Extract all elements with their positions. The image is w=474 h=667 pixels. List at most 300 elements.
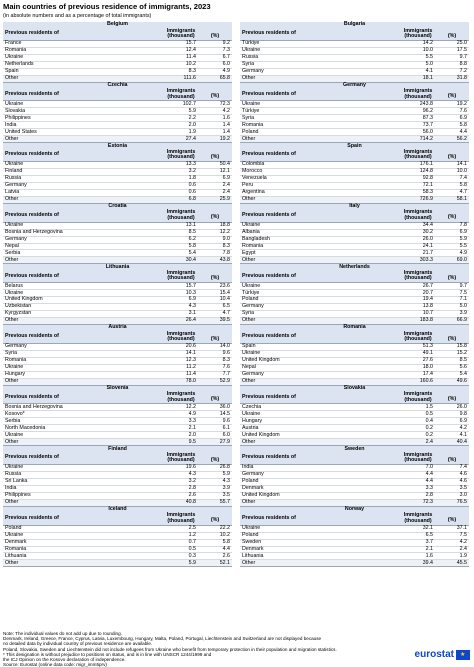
value-percent: 49.6 [456,377,467,384]
table-row [240,62,469,69]
value-percent: 4.7 [222,310,230,317]
origin-country: Ukraine [242,221,261,228]
header-thousand-line1: Immigrants [403,330,433,337]
value-percent: 8.8 [459,61,467,68]
value-thousand: 27.6 [422,357,433,364]
logo-text: eurostat [414,649,454,660]
country-table [240,143,469,204]
origin-country: Philippines [5,492,31,499]
table-row [3,365,232,372]
value-percent: 56.2 [456,135,467,142]
header-percent: (%) [210,274,220,281]
table-header [3,331,232,344]
value-thousand: 30.4 [185,256,196,263]
origin-country: Spain [5,68,19,74]
table-row [3,230,232,237]
value-percent: 4.6 [459,471,467,478]
value-thousand: 14.1 [185,350,196,357]
origin-country: Argentina [242,189,265,196]
value-thousand: 6.2 [188,235,196,242]
origin-country: Bosnia and Herzegovina [5,228,63,235]
value-percent: 7.7 [222,370,230,377]
origin-country: Denmark [5,538,27,545]
country-table [240,507,469,568]
origin-country: Kyrgyzstan [5,310,32,317]
table-row [3,176,232,183]
table-row [240,48,469,55]
table-row [240,290,469,297]
value-thousand: 2.2 [188,114,196,121]
value-percent: 22.2 [219,524,230,531]
origin-country: Spain [242,343,256,350]
table-row [3,129,232,136]
origin-country: Türkiye [242,289,260,296]
footnote-line: no detailed data by individual country of previous residence are available. [3,641,153,647]
value-percent: 36.0 [219,403,230,410]
country-table [3,507,232,568]
value-percent: 76.5 [456,499,467,506]
eurostat-logo [415,649,470,660]
table-row [3,493,232,500]
value-percent: 6.0 [222,431,230,438]
table-row [3,62,232,69]
header-thousand [164,149,198,161]
origin-country: Ukraine [5,364,24,371]
table-header [240,270,469,283]
country-name: Austria [3,325,232,331]
value-percent: 39.5 [219,317,230,324]
origin-country: Syria [5,350,18,357]
value-thousand: 78.0 [185,377,196,384]
eu-flag-icon [456,650,470,660]
value-thousand: 1.9 [188,128,196,135]
value-percent: 6.7 [222,54,230,61]
header-label: Previous residents of [5,30,59,37]
table-row [240,533,469,540]
value-percent: 5.9 [222,471,230,478]
origin-country: Other [5,256,19,263]
value-percent: 3.9 [459,310,467,317]
value-percent: 10.2 [219,531,230,538]
origin-country: Finland [5,168,23,175]
header-thousand-line2: (thousand) [404,275,432,282]
value-thousand: 3.3 [425,485,433,492]
header-thousand-line1: Immigrants [166,148,196,155]
country-name: Czechia [3,83,232,89]
country-name: Belgium [3,22,232,28]
table-row [240,55,469,62]
table-row [240,283,469,290]
value-percent: 14.0 [219,343,230,350]
country-name: Slovenia [3,386,232,392]
country-table [240,325,469,386]
value-thousand: 4.4 [425,478,433,485]
origin-country: Other [5,377,19,384]
table-row [3,101,232,108]
value-thousand: 2.8 [188,485,196,492]
origin-country: Ukraine [242,350,261,357]
value-thousand: 13.8 [422,303,433,310]
value-percent: 3.5 [222,492,230,499]
table-header [240,28,469,41]
header-label: Previous residents of [242,212,296,219]
country-tables-grid [3,22,469,628]
table-row [3,122,232,129]
origin-country: Romania [242,121,264,128]
header-percent: (%) [447,456,457,463]
table-row [240,108,469,115]
value-percent: 7.3 [222,47,230,54]
value-percent: 1.6 [222,114,230,121]
value-percent: 6.9 [459,228,467,235]
origin-country: Sweden [242,538,262,545]
origin-country: Serbia [5,417,21,424]
value-percent: 6.5 [222,303,230,310]
origin-country: Other [242,74,256,81]
table-row [3,237,232,244]
value-percent: 2.4 [222,189,230,196]
country-name: Germany [240,83,469,89]
origin-country: Peru [242,182,254,189]
table-row [3,553,232,560]
origin-country: Hungary [5,370,26,377]
table-row [3,432,232,439]
country-table [3,264,232,325]
value-percent: 45.5 [456,559,467,566]
table-header [240,149,469,162]
country-name: Norway [240,507,469,513]
value-thousand: 73.7 [422,121,433,128]
value-percent: 2.4 [222,182,230,189]
table-header [240,331,469,344]
table-header [240,392,469,405]
value-percent: 17.5 [456,47,467,54]
origin-country: Poland [242,128,259,135]
header-thousand-line2: (thousand) [167,517,195,524]
origin-country: Lithuania [242,552,264,559]
value-percent: 26.8 [219,464,230,471]
table-row [3,190,232,197]
origin-country: Romania [5,47,27,54]
value-percent: 3.5 [459,485,467,492]
country-table [3,204,232,265]
origin-country: Morocco [242,168,263,175]
value-thousand: 0.6 [188,189,196,196]
table-row [3,244,232,251]
origin-country: Lithuania [5,552,27,559]
value-thousand: 0.2 [425,431,433,438]
country-name: Sweden [240,446,469,452]
header-label: Previous residents of [5,333,59,340]
table-row [240,304,469,311]
value-percent: 9.6 [222,350,230,357]
table-row [240,344,469,351]
table-row [240,493,469,500]
header-thousand [401,270,435,282]
origin-country: Syria [242,61,255,68]
table-row [3,351,232,358]
table-row [240,372,469,379]
table-header [240,513,469,526]
header-percent: (%) [447,93,457,100]
value-percent: 7.4 [459,464,467,471]
origin-country: Romania [5,545,27,552]
value-thousand: 3.3 [188,417,196,424]
value-thousand: 2.0 [188,121,196,128]
table-row [240,411,469,418]
value-percent: 10.0 [456,168,467,175]
value-percent: 4.4 [222,545,230,552]
footnote-line: * This designation is without prejudice to positions on status, and is in line with UNSCR 1244/1999 and [3,651,212,657]
table-row [3,411,232,418]
value-percent: 9.0 [222,235,230,242]
country-table [3,325,232,386]
value-thousand: 27.4 [185,135,196,142]
value-thousand: 96.2 [422,107,433,114]
header-label: Previous residents of [5,454,59,461]
table-row [240,230,469,237]
value-thousand: 51.3 [422,343,433,350]
table-row [3,540,232,547]
origin-country: Other [242,438,256,445]
header-thousand-line1: Immigrants [403,451,433,458]
origin-country: Czechia [242,403,262,410]
value-thousand: 19.6 [185,464,196,471]
value-percent: 7.8 [459,221,467,228]
header-thousand-line1: Immigrants [166,391,196,398]
value-thousand: 10.3 [185,289,196,296]
value-thousand: 11.4 [186,54,196,61]
footnotes [3,631,403,667]
table-row [240,465,469,472]
header-thousand-line2: (thousand) [404,335,432,342]
value-percent: 19.2 [219,135,230,142]
origin-country: Ukraine [242,524,261,531]
header-label: Previous residents of [5,151,59,158]
value-percent: 7.5 [459,531,467,538]
value-thousand: 2.0 [188,431,196,438]
value-percent: 8.3 [222,357,230,364]
value-thousand: 0.2 [425,424,433,431]
header-percent: (%) [447,396,457,403]
value-thousand: 726.9 [419,196,433,203]
origin-country: Other [5,499,19,506]
value-percent: 1.4 [222,128,230,135]
value-percent: 15.8 [456,343,467,350]
origin-country: Germany [5,343,27,350]
table-row [3,115,232,122]
table-row [3,183,232,190]
value-thousand: 4.3 [188,303,196,310]
header-thousand-line2: (thousand) [167,396,195,403]
origin-country: Russia [242,54,259,61]
origin-country: Ukraine [5,100,24,107]
table-row [240,540,469,547]
header-thousand [401,89,435,101]
value-percent: 8.5 [459,357,467,364]
header-thousand-line2: (thousand) [167,335,195,342]
value-thousand: 3.1 [188,310,196,317]
country-table [3,446,232,507]
value-thousand: 2.4 [425,438,433,445]
header-thousand-line2: (thousand) [404,396,432,403]
value-thousand: 243.8 [419,100,433,107]
header-label: Previous residents of [5,272,59,279]
table-row [3,108,232,115]
origin-country: Venezuela [242,175,267,182]
value-percent: 9.7 [459,54,467,61]
table-row [240,41,469,48]
value-percent: 8.3 [222,242,230,249]
value-percent: 52.1 [219,559,230,566]
value-percent: 7.6 [459,107,467,114]
table-row [3,358,232,365]
origin-country: Türkiye [242,107,260,114]
header-thousand-line1: Immigrants [403,88,433,95]
origin-country: India [5,485,17,492]
value-percent: 9.2 [222,40,230,47]
country-table [3,143,232,204]
table-row [240,297,469,304]
value-thousand: 13.3 [185,161,196,168]
table-row [3,560,232,567]
value-thousand: 13.1 [185,221,196,228]
table-row [240,223,469,230]
value-thousand: 30.2 [422,228,433,235]
value-percent: 9.8 [459,410,467,417]
header-thousand-line1: Immigrants [166,512,196,519]
header-label: Previous residents of [242,515,296,522]
value-percent: 4.4 [459,128,467,135]
value-thousand: 56.0 [422,128,433,135]
header-percent: (%) [447,335,457,342]
footnote-line: Poland, Slovakia, Sweden and Liechtenstein did not include refugees from Ukraine who benefit from temporary protection in their population and migration statistics. [3,646,337,652]
origin-country: Other [242,559,256,566]
value-thousand: 111.6 [183,74,196,81]
table-row [240,101,469,108]
origin-country: Türkiye [242,40,260,47]
value-thousand: 124.8 [419,168,433,175]
country-table [3,386,232,447]
origin-country: Ukraine [5,531,24,538]
table-row [240,418,469,425]
table-row [3,250,232,257]
value-percent: 6.1 [222,424,230,431]
value-percent: 5.8 [459,121,467,128]
value-thousand: 58.3 [422,189,433,196]
origin-country: Colombia [242,161,265,168]
header-thousand [401,392,435,404]
table-row [3,547,232,554]
country-name: Italy [240,204,469,210]
header-thousand [164,210,198,222]
value-percent: 5.8 [459,182,467,189]
header-thousand [164,331,198,343]
footnote-line: the ICJ Opinion on the Kosovo declaration of independence. [3,657,126,663]
value-thousand: 0.7 [188,538,196,545]
header-thousand-line2: (thousand) [167,275,195,282]
origin-country: Germany [242,68,264,74]
value-percent: 10.4 [219,296,230,303]
value-thousand: 26.4 [185,317,196,324]
origin-country: Egypt [242,249,256,256]
table-row [240,560,469,567]
table-row [240,472,469,479]
value-thousand: 20.7 [422,289,433,296]
header-thousand-line2: (thousand) [167,32,195,39]
value-percent: 50.4 [219,161,230,168]
value-thousand: 8.5 [188,228,196,235]
header-thousand-line2: (thousand) [167,154,195,161]
origin-country: Netherlands [5,61,34,68]
header-thousand [401,513,435,525]
value-percent: 25.9 [219,196,230,203]
origin-country: Russia [5,471,22,478]
header-thousand-line1: Immigrants [403,391,433,398]
table-row [3,465,232,472]
value-percent: 7.8 [222,249,230,256]
header-thousand-line2: (thousand) [404,93,432,100]
value-thousand: 11.4 [186,370,196,377]
origin-country: Other [242,256,256,263]
origin-country: Russia [5,175,22,182]
value-percent: 19.2 [456,100,467,107]
origin-country: Romania [5,357,27,364]
origin-country: Poland [242,296,259,303]
table-row [240,365,469,372]
origin-country: Other [5,438,19,445]
value-thousand: 7.0 [425,464,433,471]
header-thousand-line1: Immigrants [166,27,196,34]
header-thousand-line2: (thousand) [404,32,432,39]
origin-country: Kosovo* [5,410,25,417]
value-thousand: 102.7 [182,100,196,107]
origin-country: Sri Lanka [5,478,28,485]
value-percent: 7.1 [459,296,467,303]
value-percent: 4.2 [222,107,230,114]
header-percent: (%) [210,456,220,463]
table-header [3,89,232,102]
origin-country: Philippines [5,114,31,121]
origin-country: United Kingdom [5,296,43,303]
country-name: Croatia [3,204,232,210]
value-percent: 52.9 [219,377,230,384]
origin-country: Other [242,317,256,324]
header-thousand-line1: Immigrants [166,330,196,337]
table-header [3,392,232,405]
value-percent: 3.9 [222,485,230,492]
header-percent: (%) [447,274,457,281]
country-name: Romania [240,325,469,331]
value-percent: 72.3 [219,100,230,107]
value-thousand: 160.6 [419,377,433,384]
value-percent: 15.4 [219,289,230,296]
value-percent: 6.9 [459,114,467,121]
value-thousand: 10.7 [422,310,433,317]
table-header [3,270,232,283]
header-thousand-line1: Immigrants [166,209,196,216]
value-thousand: 3.2 [188,478,196,485]
value-percent: 65.8 [219,74,230,81]
value-percent: 5.8 [222,538,230,545]
header-thousand-line2: (thousand) [167,457,195,464]
header-thousand-line1: Immigrants [403,270,433,276]
table-row [240,69,469,76]
value-thousand: 10.0 [422,47,433,54]
value-thousand: 72.3 [422,499,433,506]
origin-country: Ukraine [5,54,24,61]
origin-country: Ukraine [5,221,24,228]
